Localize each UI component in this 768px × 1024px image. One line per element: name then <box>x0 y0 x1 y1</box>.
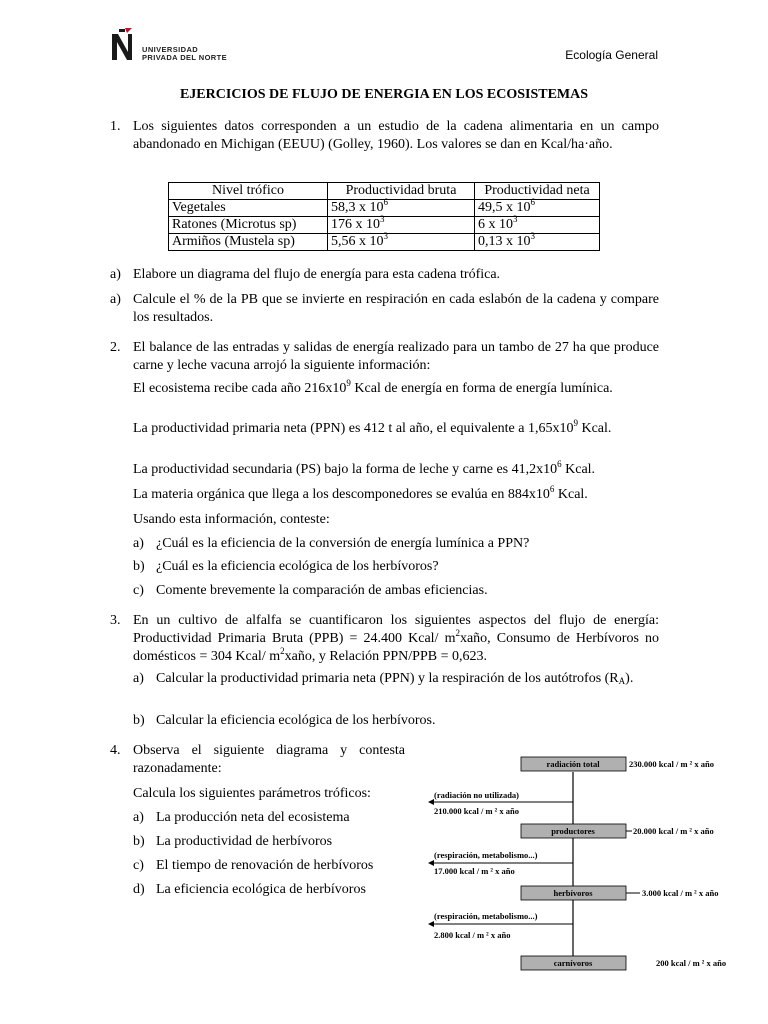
ex2-intro: El balance de las entradas y salidas de energía realizado para un tambo de 27 ha que produce carne y leche vacuna arrojó la siguiente información: <box>133 340 659 373</box>
table-cell: Armiños (Mustela sp) <box>169 234 328 251</box>
ex2-qc-label: c) <box>133 583 144 598</box>
ex1-qb-label: a) <box>110 292 121 307</box>
page-title: EJERCICIOS DE FLUJO DE ENERGIA EN LOS ECOSISTEMAS <box>179 87 589 102</box>
table-cell: Ratones (Microtus sp) <box>169 217 328 234</box>
ex2-p1: El ecosistema recibe cada año $216x10^9$ Kcal de energía en forma de energía lumínica. <box>133 378 613 396</box>
loss3-value: 2.800 kcal / m ² x año <box>434 930 511 940</box>
ex4-qa: La producción neta del ecosistema <box>156 810 350 825</box>
ex2-number: 2. <box>110 340 121 355</box>
value-radiacion: 230.000 kcal / m ² x año <box>629 759 714 769</box>
ex2-p4: La materia orgánica que llega a los descomponedores se evalúa en $884x10^6$ Kcal. <box>133 484 588 502</box>
box-carnivoros-label: carnívoros <box>553 958 593 968</box>
table-cell: 58,3 x $10^6$ <box>328 200 475 217</box>
ex2-p2: La productividad primaria neta (PPN) es 412 t al año, el equivalente a $1,65x10^9$ Kcal. <box>133 418 612 436</box>
table-header: Productividad neta <box>475 183 600 200</box>
table-cell: 176 x $10^3$ <box>328 217 475 234</box>
ex4-qb-label: b) <box>133 834 145 849</box>
ex2-p5: Usando esta información, conteste: <box>133 512 330 527</box>
loss2-label: (respiración, metabolismo...) <box>434 850 538 860</box>
course-title: Ecología General <box>565 48 658 62</box>
ex1-text: Los siguientes datos corresponden a un estudio de la cadena alimentaria en un campo abandonado en Michigan (EEUU) (Golley, 1960). Los valores se dan en Kcal/ha·año. <box>133 119 659 152</box>
ex1-number: 1. <box>110 119 121 134</box>
table-cell: Vegetales <box>169 200 328 217</box>
ex4-intro: Observa el siguiente diagrama y contesta razonadamente: <box>133 743 405 776</box>
loss3-arrowhead-icon <box>428 921 434 927</box>
loss2-value: 17.000 kcal / m ² x año <box>434 866 515 876</box>
logo-n-icon <box>110 28 136 62</box>
box-herbivoros-label: herbívoros <box>553 888 593 898</box>
ex2-qc: Comente brevemente la comparación de ambas eficiencias. <box>156 583 488 598</box>
table-header: Nivel trófico <box>169 183 328 200</box>
table-cell: 49,5 x $10^6$ <box>475 200 600 217</box>
table-cell: 5,56 x $10^3$ <box>328 234 475 251</box>
box-radiacion-label: radiación total <box>546 759 600 769</box>
ex4-qd-label: d) <box>133 882 145 897</box>
ex3-qb-label: b) <box>133 713 145 728</box>
ex4-p1: Calcula los siguientes parámetros tróficos: <box>133 786 371 801</box>
ex1-qa: Elabore un diagrama del flujo de energía para esta cadena trófica. <box>133 267 501 282</box>
loss1-label: (radiación no utilizada) <box>434 790 520 800</box>
ex4-qc-label: c) <box>133 858 144 873</box>
ex4-number: 4. <box>110 743 121 758</box>
table-cell: 0,13 x $10^3$ <box>475 234 600 251</box>
value-carnivoros: 200 kcal / m ² x año <box>656 958 727 968</box>
ex3-text: En un cultivo de alfalfa se cuantificaron los siguientes aspectos del flujo de energía: Productividad Primaria Bruta (PPB) = 24.400 Kcal/ $m^2xaño$, Consumo de Herbívoros no domésticos = 304 Kcal/ $m^2xaño$, y Relación PPN/PPB = 0,623. <box>133 613 659 664</box>
logo-line-1: UNIVERSIDAD <box>142 45 199 54</box>
value-herbivoros: 3.000 kcal / m ² x año <box>642 888 719 898</box>
ex2-p3: La productividad secundaria (PS) bajo la forma de leche y carne es $41,2x10^6$ Kcal. <box>133 459 596 477</box>
ex2-qa: ¿Cuál es la eficiencia de la conversión de energía lumínica a PPN? <box>156 536 530 551</box>
ex4-qb: La productividad de herbívoros <box>156 834 333 849</box>
productivity-table <box>168 182 600 251</box>
table-row <box>169 234 600 251</box>
ex4-qd: La eficiencia ecológica de herbívoros <box>156 882 366 897</box>
ex3-qa: Calcular la productividad primaria neta (PPN) y la respiración de los autótrofos $(R_A)$. <box>156 671 634 686</box>
university-logo <box>110 28 270 62</box>
ex4-qc: El tiempo de renovación de herbívoros <box>156 858 374 873</box>
energy-flow-diagram <box>418 752 758 972</box>
ex2-qa-label: a) <box>133 536 144 551</box>
ex4-qa-label: a) <box>133 810 144 825</box>
loss1-value: 210.000 kcal / m ² x año <box>434 806 519 816</box>
loss3-label: (respiración, metabolismo...) <box>434 911 538 921</box>
table-header: Productividad bruta <box>328 183 475 200</box>
ex3-number: 3. <box>110 613 121 628</box>
ex1-qa-label: a) <box>110 267 121 282</box>
box-productores-label: productores <box>551 826 595 836</box>
logo-text <box>142 46 227 62</box>
table-cell: 6 x $10^3$ <box>475 217 600 234</box>
ex1-qb: Calcule el % de la PB que se invierte en respiración en cada eslabón de la cadena y compare los resultados. <box>133 292 659 325</box>
ex3-qb: Calcular la eficiencia ecológica de los herbívoros. <box>156 713 436 728</box>
ex3-qa-label: a) <box>133 671 144 686</box>
ex2-qb: ¿Cuál es la eficiencia ecológica de los herbívoros? <box>156 559 439 574</box>
logo-line-2: PRIVADA DEL NORTE <box>142 53 228 62</box>
value-productores: 20.000 kcal / m ² x año <box>633 826 714 836</box>
ex2-qb-label: b) <box>133 559 145 574</box>
